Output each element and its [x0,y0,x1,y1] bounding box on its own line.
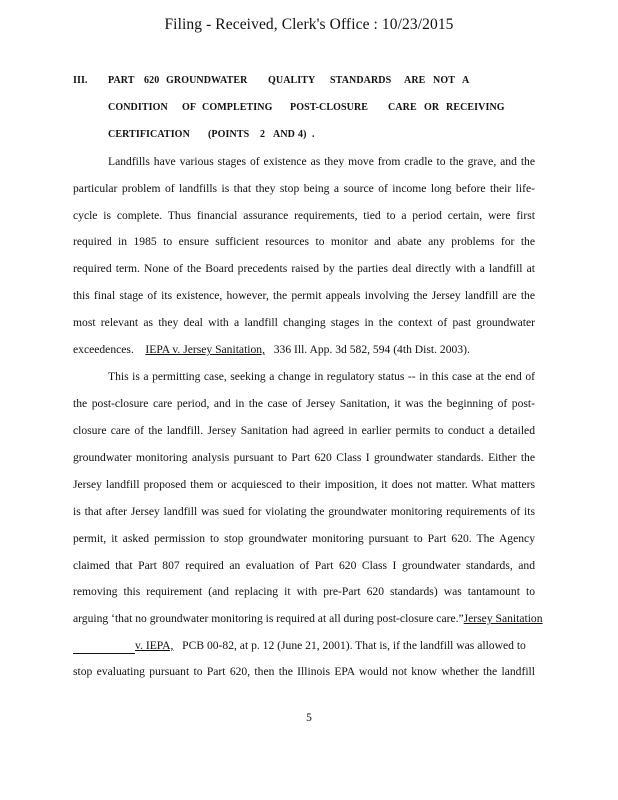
citation-underline-rule [73,653,135,654]
case-citation-iepa-v-jersey: IEPA v. Jersey Sanitation, [145,343,266,356]
heading-word: ARE [404,75,426,86]
paragraph-1-line: required in 1985 to ensure sufficient resources to monitor and abate any problems for the [73,235,535,248]
quote-text: arguing ‘that no groundwater monitoring is required at all during post-closure care.” [73,612,464,625]
paragraph-1-line: required term. None of the Board precedents raised by the parties deal directly with a landfill at [73,262,535,275]
heading-word: A [462,75,470,86]
paragraph-1-last-line [73,343,470,356]
heading-word: CERTIFICATION [108,129,190,140]
heading-word: (POINTS [208,129,250,140]
filing-stamp-header: Filing - Received, Clerk's Office : 10/23/2015 [164,16,454,33]
paragraph-1-line: this final stage of its existence, however, the permit appeals involving the Jersey landfill are the [73,289,535,302]
heading-word: CARE [388,102,417,113]
heading-word: AND [273,129,295,140]
paragraph-2-cite-line [73,639,535,652]
paragraph-1-line: most relevant as they deal with a landfill changing stages in the context of past groundwater [73,316,535,329]
paragraph-2-line: This is a permitting case, seeking a change in regulatory status -- in this case at the end of [108,370,535,383]
heading-word: CONDITION [108,102,168,113]
heading-word: POST-CLOSURE [290,102,369,113]
heading-word: 4) [298,129,307,140]
paragraph-2-line: closure care of the landfill. Jersey Sanitation had agreed in earlier permits to conduct a detailed [73,424,535,437]
case-citation-v-iepa: v. IEPA, [135,639,174,652]
paragraph-2-line: the post-closure care period, and in the case of Jersey Sanitation, it was the beginning of post- [73,397,535,410]
heading-word: . [312,129,315,140]
paragraph-1-line: cycle is complete. Thus financial assurance requirements, tied to a period certain, were first [73,209,535,222]
paragraph-2-line: groundwater monitoring analysis pursuant to Part 620 Class I groundwater standards. Either the [73,451,535,464]
heading-word: GROUNDWATER [166,75,248,86]
heading-word: NOT [433,75,455,86]
paragraph-1-line: Landfills have various stages of existence as they move from cradle to the grave, and the [108,155,535,168]
paragraph-2-line: claimed that Part 807 required an evaluation of Part 620 Class I groundwater standards, and [73,559,535,572]
heading-word: QUALITY [268,75,316,86]
citation-reporter: 336 Ill. App. 3d 582, 594 (4th Dist. 2003). [273,343,470,356]
paragraph-2-line: is that after Jersey landfill was sued for violating the groundwater monitoring requirements of its [73,505,535,518]
citation-detail-text: PCB 00-82, at p. 12 (June 21, 2001). That is, if the landfill was allowed to [182,639,526,652]
paragraph-2-quote-line [73,612,543,625]
heading-word: 620 [144,75,160,86]
paragraph-2-line: stop evaluating pursuant to Part 620, then the Illinois EPA would not know whether the landfill [73,665,535,678]
heading-word: STANDARDS [330,75,392,86]
heading-word: OF [182,102,197,113]
case-citation-jersey-sanitation: Jersey Sanitation [463,612,543,625]
paragraph-2-line: removing this requirement (and replacing it with pre-Part 620 standards) was tantamount to [73,585,535,598]
paragraph-2-line: Jersey landfill proposed them or acquiesced to their imposition, it does not matter. What matters [73,478,535,491]
heading-word: RECEIVING [446,102,505,113]
paragraph-1-last-text: exceedences. [73,343,134,356]
page-number: 5 [306,712,312,724]
heading-word: COMPLETING [202,102,273,113]
heading-word: OR [424,102,440,113]
heading-word: PART [108,75,135,86]
paragraph-1-line: particular problem of landfills is that they stop being a source of income long before their life- [73,182,535,195]
section-numeral: III. [73,75,88,86]
heading-word: 2 [260,129,266,140]
paragraph-2-line: permit, it asked permission to stop groundwater monitoring pursuant to Part 620. The Agency [73,532,535,545]
